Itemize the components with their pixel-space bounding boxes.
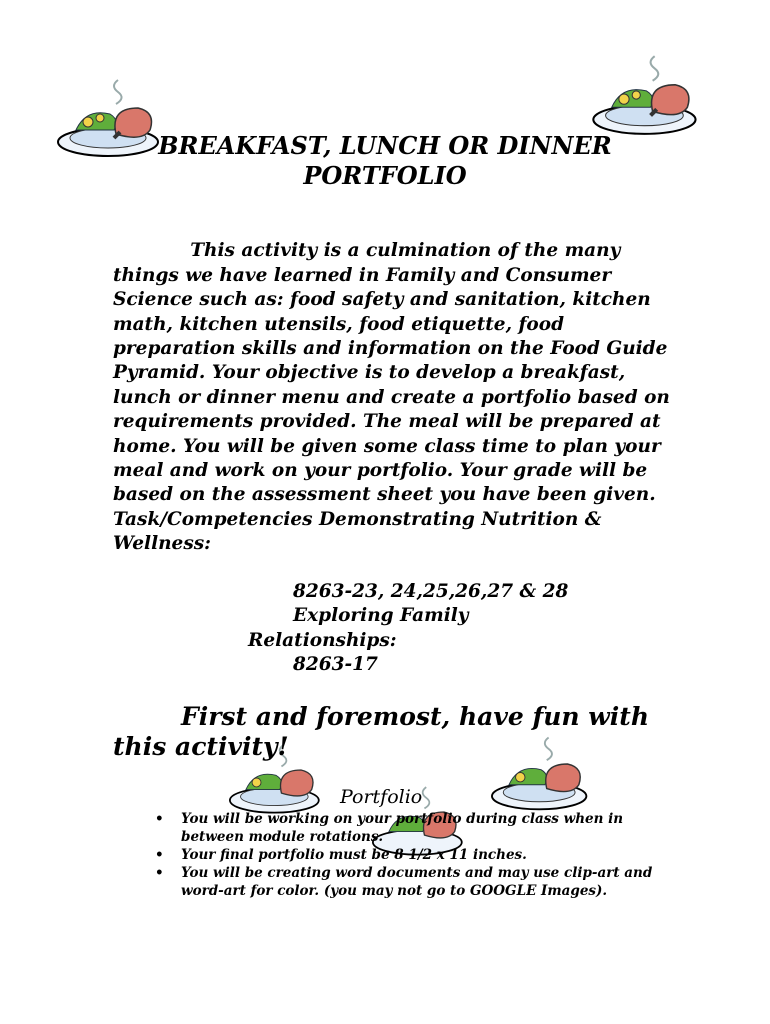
- fun-text: First and foremost, have fun with this activity!: [113, 702, 650, 761]
- bullet-icon: •: [155, 847, 164, 863]
- competency-codes: [113, 580, 673, 678]
- family-heading-line-2: Relationships:: [248, 629, 397, 651]
- bullet-icon: •: [155, 865, 164, 881]
- title-line-1: BREAKFAST, LUNCH OR DINNER: [158, 131, 612, 160]
- list-item: [155, 810, 660, 846]
- family-code: 8263-17: [293, 654, 378, 676]
- family-heading-line-1: Exploring Family: [293, 605, 469, 627]
- fun-statement: [113, 702, 673, 762]
- bullet-text: You will be working on your portfolio during class when in between module rotations.: [181, 811, 624, 845]
- list-item: [155, 864, 660, 900]
- list-item: [155, 846, 660, 864]
- intro-paragraph: [113, 215, 673, 557]
- bullet-text: You will be creating word documents and may use clip-art and word-art for color. (you may not go to GOOGLE Images).: [181, 865, 653, 899]
- task-heading: Task/Competencies Demonstrating Nutrition & Wellness:: [113, 508, 602, 555]
- title-line-2: PORTFOLIO: [303, 161, 467, 190]
- portfolio-bullet-list: [155, 810, 660, 900]
- intro-text: This activity is a culmination of the many things we have learned in Family and Consumer Science such as: food safety and sanitation, kitchen math, kitchen utensils, food etiquette, food preparation skills and information on the Food Guide Pyramid. Your objective is to develop a breakfast, lunch or dinner menu and create a portfolio based on requirements provided. The meal will be prepared at home. You will be given some class time to plan your meal and work on your portfolio. Your grade will be based on the assessment sheet you have been given.: [113, 240, 670, 506]
- nutrition-codes: 8263-23, 24,25,26,27 & 28: [293, 581, 569, 602]
- food-plate-icon-top-right: [590, 48, 705, 140]
- page-title: [110, 131, 660, 191]
- bullet-icon: •: [155, 811, 164, 827]
- bullet-text: Your final portfolio must be 8 1/2 x 11 inches.: [181, 847, 527, 863]
- portfolio-label: Portfolio: [340, 786, 423, 808]
